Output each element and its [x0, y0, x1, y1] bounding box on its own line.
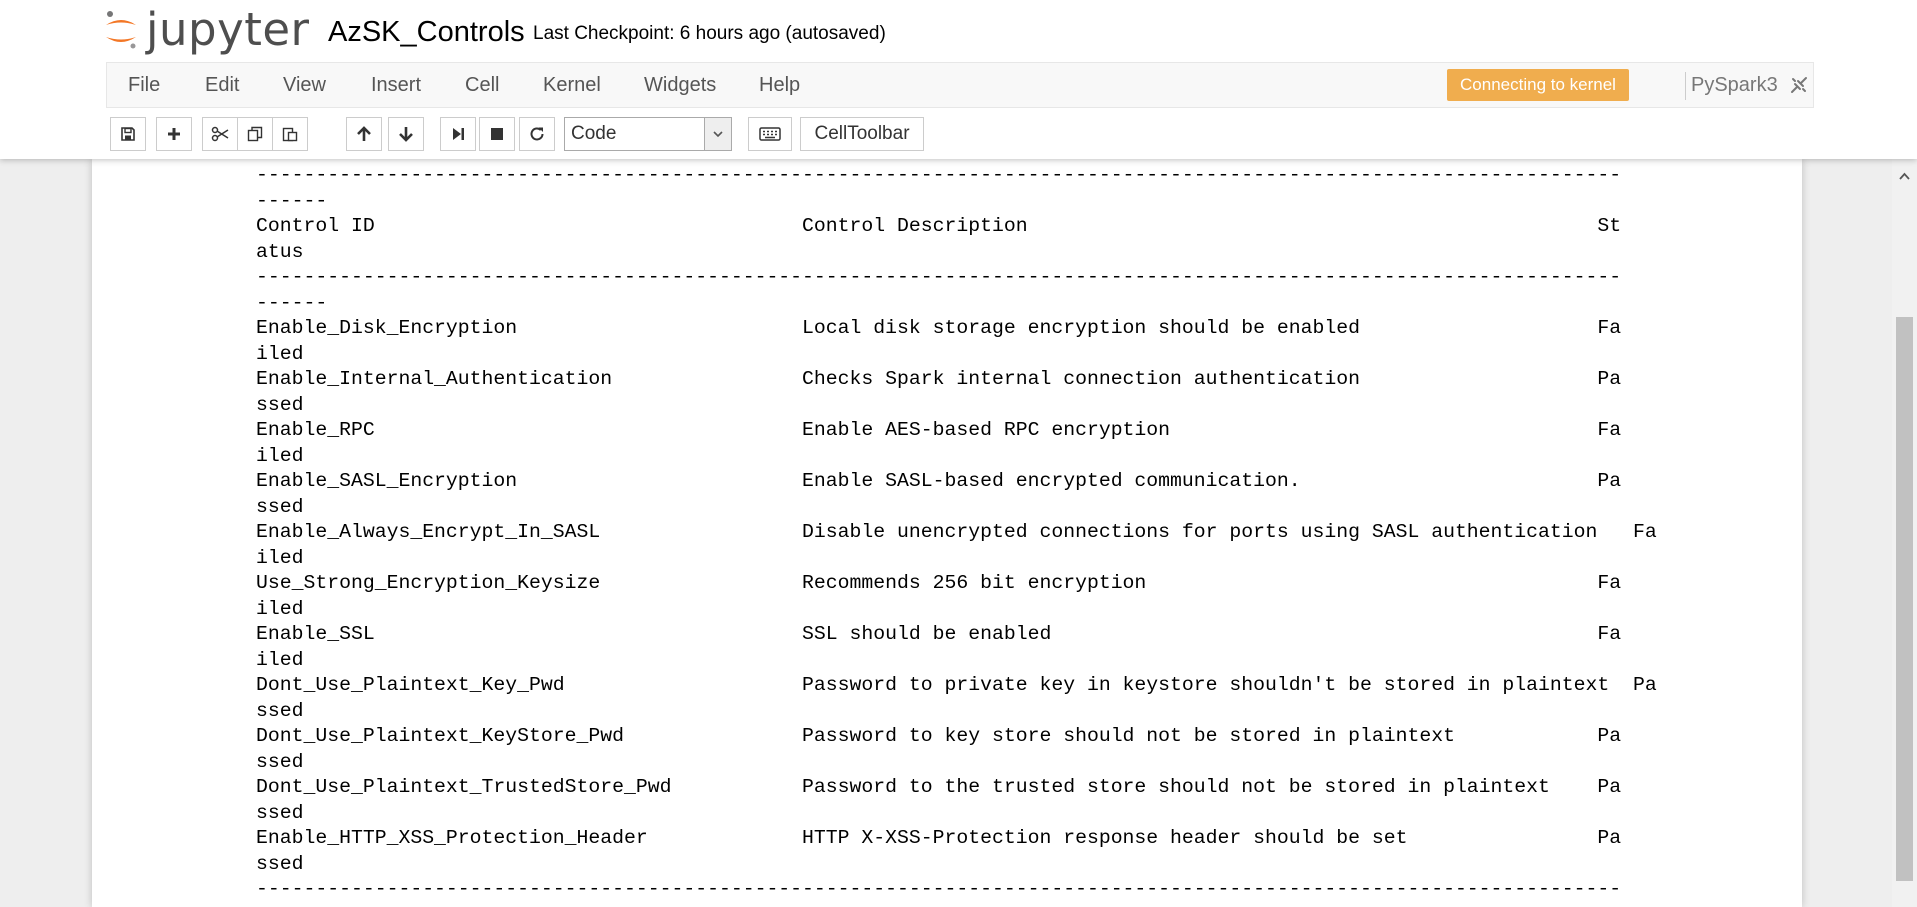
checkpoint-status: Last Checkpoint: 6 hours ago (autosaved): [533, 23, 886, 44]
cell-type-select[interactable]: [564, 117, 732, 151]
interrupt-button[interactable]: [479, 117, 515, 151]
cell-type-value: Code: [571, 123, 617, 144]
control-row: Dont_Use_Plaintext_Key_Pwd Password to private key in keystore shouldn't be stored in plaintext Pa: [256, 674, 1657, 696]
control-row-wrap: iled: [256, 546, 304, 569]
output-rule: -------------------------------------------------------------------------------------------------------------------: [256, 266, 1622, 288]
step-forward-icon: [450, 126, 466, 142]
chevron-down-icon: [704, 118, 731, 150]
menu-bar: [106, 62, 1814, 108]
insert-cell-button[interactable]: [156, 117, 192, 151]
control-row: Dont_Use_Plaintext_TrustedStore_Pwd Password to the trusted store should not be stored in plaintext Pa: [256, 776, 1622, 798]
save-icon: [120, 126, 136, 142]
scrollbar-thumb[interactable]: [1896, 317, 1913, 881]
restart-button[interactable]: [519, 117, 555, 151]
control-row-wrap: ssed: [256, 750, 304, 773]
notebook-title[interactable]: AzSK_Controls: [328, 16, 525, 48]
cut-button[interactable]: [202, 117, 238, 151]
cell-output: [256, 163, 1726, 903]
menu-widgets[interactable]: Widgets: [644, 74, 717, 96]
menu-edit[interactable]: Edit: [205, 74, 240, 96]
plus-icon: [166, 126, 182, 142]
control-row-wrap: ssed: [256, 699, 304, 722]
control-row: Enable_SSL SSL should be enabled Fa: [256, 623, 1622, 645]
output-rule: -------------------------------------------------------------------------------------------------------------------: [256, 878, 1622, 900]
control-row: Enable_Disk_Encryption Local disk storage encryption should be enabled Fa: [256, 317, 1622, 339]
header-logo-row: [0, 0, 1917, 62]
copy-button[interactable]: [237, 117, 273, 151]
output-rule-wrap: ------: [256, 189, 328, 212]
run-button[interactable]: [440, 117, 476, 151]
notebook-header: [0, 0, 1917, 159]
arrow-down-icon: [398, 126, 414, 142]
control-row: Dont_Use_Plaintext_KeyStore_Pwd Password to key store should not be stored in plaintext Pa: [256, 725, 1622, 747]
menu-insert[interactable]: Insert: [371, 74, 422, 96]
paste-icon: [282, 126, 298, 142]
control-row: Enable_Always_Encrypt_In_SASL Disable unencrypted connections for ports using SASL authentication Fa: [256, 521, 1657, 543]
control-row: Enable_Internal_Authentication Checks Spark internal connection authentication Pa: [256, 368, 1622, 390]
page-scrollbar[interactable]: [1892, 159, 1917, 907]
logo-text: jupyter: [146, 3, 310, 56]
output-rule: -------------------------------------------------------------------------------------------------------------------: [256, 164, 1622, 186]
output-header-wrap: atus: [256, 240, 304, 263]
control-row-wrap: ssed: [256, 801, 304, 824]
save-button[interactable]: [110, 117, 146, 151]
jupyter-logo-icon: [102, 8, 142, 52]
menu-view[interactable]: View: [283, 74, 326, 96]
output-header: Control ID Control Description St: [256, 215, 1622, 237]
control-row: Enable_HTTP_XSS_Protection_Header HTTP X-XSS-Protection response header should be set Pa: [256, 827, 1622, 849]
scissors-icon: [211, 126, 229, 142]
menu-cell[interactable]: Cell: [465, 74, 500, 96]
control-row-wrap: iled: [256, 597, 304, 620]
control-row-wrap: ssed: [256, 852, 304, 875]
refresh-icon: [529, 126, 545, 142]
scroll-up-arrow-icon[interactable]: [1899, 167, 1910, 185]
control-row: Use_Strong_Encryption_Keysize Recommends 256 bit encryption Fa: [256, 572, 1622, 594]
arrow-up-icon: [356, 126, 372, 142]
kernel-separator: [1685, 72, 1686, 100]
kernel-name: PySpark3: [1691, 74, 1778, 96]
kernel-disconnected-icon: [1789, 75, 1809, 100]
celltoolbar-label: CellToolbar: [814, 123, 910, 144]
celltoolbar-button[interactable]: [800, 117, 924, 151]
control-row-wrap: ssed: [256, 495, 304, 518]
jupyter-logo[interactable]: [102, 4, 310, 56]
control-row: Enable_RPC Enable AES-based RPC encryption Fa: [256, 419, 1622, 441]
control-row-wrap: iled: [256, 648, 304, 671]
move-up-button[interactable]: [346, 117, 382, 151]
menu-help[interactable]: Help: [759, 74, 801, 96]
stop-icon: [489, 126, 505, 142]
menu-kernel[interactable]: Kernel: [543, 74, 601, 96]
paste-button[interactable]: [272, 117, 308, 151]
control-row-wrap: ssed: [256, 393, 304, 416]
control-row-wrap: iled: [256, 444, 304, 467]
move-down-button[interactable]: [388, 117, 424, 151]
menu-file[interactable]: File: [128, 74, 161, 96]
copy-icon: [247, 126, 263, 142]
command-palette-button[interactable]: [748, 117, 792, 151]
control-row-wrap: iled: [256, 342, 304, 365]
main-toolbar: [106, 114, 1814, 154]
output-rule-wrap: ------: [256, 291, 328, 314]
keyboard-icon: [759, 127, 781, 141]
kernel-status-badge[interactable]: Connecting to kernel: [1447, 69, 1629, 101]
control-row: Enable_SASL_Encryption Enable SASL-based encrypted communication. Pa: [256, 470, 1622, 492]
